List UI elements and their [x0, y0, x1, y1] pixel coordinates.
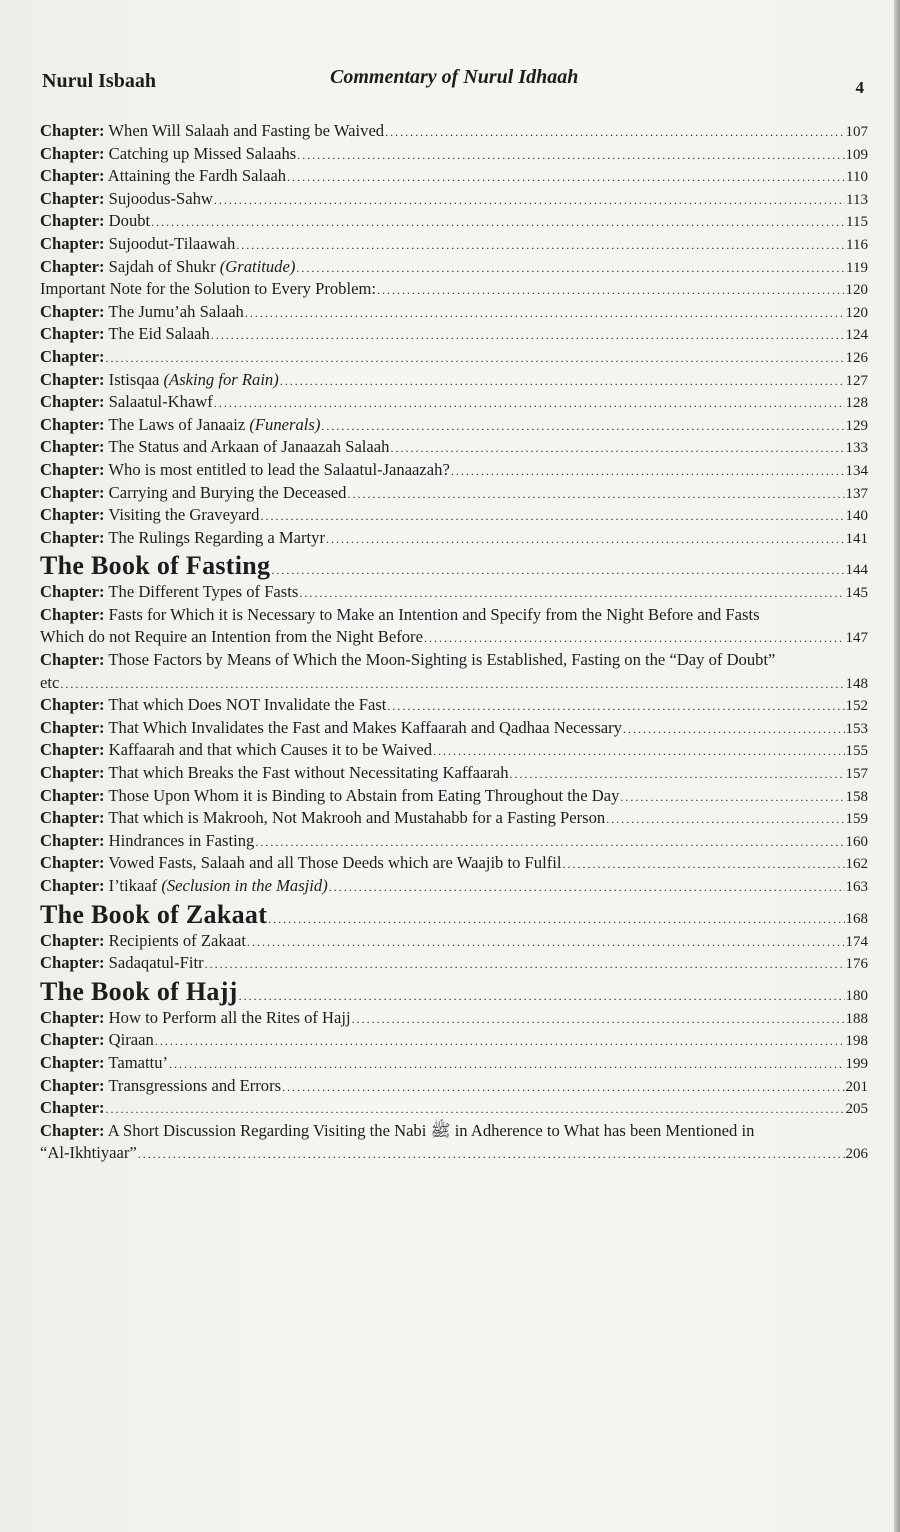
toc-entry-line [40, 604, 868, 627]
book-heading-entry [40, 549, 868, 581]
entry-text: The Book of Hajj [40, 976, 238, 1006]
entry-text: Vowed Fasts, Salaah and all Those Deeds which are Waajib to Fulfil [104, 853, 562, 873]
entry-title [40, 739, 432, 762]
chapter-prefix: Chapter: [40, 324, 105, 344]
dot-leader [106, 347, 845, 369]
chapter-prefix: Chapter: [40, 830, 105, 850]
dot-leader [390, 437, 844, 459]
dot-leader [352, 1008, 845, 1030]
dot-leader [155, 1030, 845, 1052]
toc-entry [40, 785, 868, 808]
chapter-prefix: Chapter: [40, 763, 105, 783]
book-title-text [40, 549, 270, 581]
entry-title [40, 233, 235, 256]
entry-page-number: 148 [845, 675, 868, 692]
entry-page-number: 116 [846, 236, 868, 253]
toc-entry [40, 391, 868, 414]
book-title: Nurul Isbaah [42, 70, 156, 92]
entry-page-number: 198 [845, 1033, 868, 1050]
chapter-prefix: Chapter: [40, 459, 105, 479]
entry-title [40, 672, 59, 695]
entry-text: The Book of Zakaat [40, 899, 268, 929]
page-number: 4 [855, 78, 864, 97]
entry-text: Recipients of Zakaat [104, 930, 246, 950]
entry-page-number: 124 [845, 327, 868, 344]
entry-text: That which Breaks the Fast without Necessitating Kaffaarah [104, 763, 509, 783]
entry-text: Carrying and Burying the Deceased [104, 482, 347, 502]
chapter-prefix: Chapter: [40, 808, 105, 828]
dot-leader [433, 740, 844, 762]
chapter-prefix: Chapter: [40, 121, 105, 140]
dot-leader [387, 695, 844, 717]
entry-page-number: 152 [845, 698, 868, 715]
entry-italic-note: (Funerals) [249, 414, 321, 434]
toc-entry [40, 414, 868, 437]
entry-page-number: 144 [845, 562, 868, 579]
dot-leader [299, 582, 844, 604]
entry-page-number: 115 [846, 214, 868, 231]
entry-page-number: 137 [845, 485, 868, 502]
toc-entry [40, 1142, 868, 1165]
chapter-prefix: Chapter: [40, 853, 105, 873]
dot-leader [510, 763, 845, 785]
chapter-prefix: Chapter: [40, 953, 105, 973]
entry-title [40, 626, 423, 649]
toc-entry [40, 581, 868, 604]
entry-page-number: 126 [845, 349, 868, 366]
entry-page-number: 147 [845, 630, 868, 647]
dot-leader [245, 302, 845, 324]
entry-page-number: 141 [845, 530, 868, 547]
entry-text: That which Does NOT Invalidate the Fast [104, 695, 387, 715]
entry-page-number: 134 [845, 462, 868, 479]
entry-page-number: 199 [845, 1055, 868, 1072]
entry-page-number: 163 [845, 879, 868, 895]
entry-text: Sadaqatul-Fitr [104, 953, 204, 973]
entry-title [40, 482, 346, 505]
entry-text: Sajdah of Shukr [104, 256, 220, 276]
book-heading-entry [40, 898, 868, 930]
dot-leader [255, 831, 844, 853]
table-of-contents [40, 120, 868, 1165]
toc-entry [40, 1075, 868, 1098]
entry-title [40, 459, 450, 482]
chapter-prefix: Chapter: [40, 392, 105, 412]
entry-title [40, 527, 325, 550]
entry-title [40, 504, 259, 527]
entry-title [40, 830, 254, 853]
toc-entry [40, 143, 868, 166]
toc-entry [40, 120, 868, 143]
dot-leader [282, 1076, 844, 1098]
toc-entry [40, 807, 868, 830]
entry-title [40, 785, 619, 808]
entry-page-number: 155 [845, 743, 868, 760]
entry-title [40, 1007, 351, 1030]
entry-page-number: 127 [845, 372, 868, 389]
toc-entry [40, 436, 868, 459]
entry-text: Important Note for the Solution to Every Problem: [40, 279, 376, 299]
chapter-prefix: Chapter: [40, 1030, 105, 1050]
entry-title [40, 694, 386, 717]
entry-title [40, 1097, 105, 1120]
entry-text: When Will Salaah and Fasting be Waived [104, 121, 385, 140]
entry-text: That which is Makrooh, Not Makrooh and Mustahabb for a Fasting Person [104, 808, 606, 828]
toc-entry [40, 482, 868, 505]
chapter-prefix: Chapter: [40, 437, 105, 457]
dot-leader [60, 673, 844, 695]
entry-title [40, 301, 244, 324]
chapter-prefix: Chapter: [40, 582, 105, 602]
toc-entry [40, 527, 868, 550]
dot-leader [214, 392, 845, 414]
toc-entry [40, 1007, 868, 1030]
dot-leader [247, 931, 845, 953]
dot-leader [377, 279, 845, 301]
toc-entry [40, 1052, 868, 1075]
entry-text: Those Upon Whom it is Binding to Abstain from Eating Throughout the Day [104, 785, 620, 805]
running-header [42, 66, 868, 96]
toc-entry [40, 504, 868, 527]
chapter-prefix: Chapter: [40, 256, 105, 276]
dot-leader [347, 483, 844, 505]
entry-page-number: 120 [845, 282, 868, 299]
dot-leader [106, 1098, 845, 1120]
toc-entry [40, 762, 868, 785]
chapter-prefix: Chapter: [40, 785, 105, 805]
entry-page-number: 145 [845, 585, 868, 602]
chapter-prefix: Chapter: [40, 1075, 105, 1095]
entry-title [40, 807, 605, 830]
dot-leader [321, 415, 844, 437]
entry-page-number: 107 [845, 124, 868, 140]
entry-title [40, 188, 213, 211]
toc-entry [40, 672, 868, 695]
entry-text: The Rulings Regarding a Martyr [104, 527, 325, 547]
chapter-title: A Short Discussion Regarding Visiting the Nabi ﷺ in Adherence to What has been Mentioned in [104, 1120, 755, 1140]
toc-entry [40, 952, 868, 975]
toc-entry-line [40, 649, 868, 672]
entry-page-number: 176 [845, 956, 868, 973]
chapter-prefix: Chapter: [40, 1098, 105, 1118]
toc-entry [40, 875, 868, 898]
entry-title [40, 930, 246, 953]
dot-leader [620, 786, 844, 808]
chapter-title: Fasts for Which it is Necessary to Make an Intention and Specify from the Night Before and Fasts [104, 604, 760, 624]
dot-leader [211, 324, 845, 346]
chapter-prefix: Chapter: [40, 233, 105, 253]
chapter-prefix: Chapter: [40, 166, 105, 186]
entry-page-number: 180 [845, 987, 868, 1004]
chapter-prefix: Chapter: [40, 188, 105, 208]
dot-leader [236, 234, 845, 256]
entry-page-number: 160 [845, 833, 868, 850]
chapter-prefix: Chapter: [40, 695, 105, 715]
chapter-prefix: Chapter: [40, 505, 105, 525]
entry-text: Hindrances in Fasting [104, 830, 255, 850]
entry-page-number: 157 [845, 766, 868, 783]
dot-leader [268, 902, 844, 930]
entry-text: Visiting the Graveyard [104, 505, 260, 525]
toc-entry [40, 323, 868, 346]
entry-title [40, 278, 376, 301]
entry-title [40, 143, 296, 166]
entry-title [40, 581, 298, 604]
toc-entry [40, 1097, 868, 1120]
entry-page-number: 133 [845, 440, 868, 457]
entry-page-number: 188 [845, 1010, 868, 1027]
entry-text: Sujoodut-Tilaawah [104, 233, 236, 253]
chapter-prefix: Chapter: [40, 527, 105, 547]
dot-leader [138, 1143, 845, 1165]
entry-page-number: 120 [845, 304, 868, 321]
entry-title [40, 414, 320, 437]
entry-title [40, 717, 622, 740]
toc-entry [40, 256, 868, 279]
entry-text: The Different Types of Fasts [104, 582, 299, 602]
entry-text: Kaffaarah and that which Causes it to be Waived [104, 740, 433, 760]
entry-title [40, 210, 150, 233]
entry-text: The Jumu’ah Salaah [104, 301, 244, 321]
chapter-title: Those Factors by Means of Which the Moon-Sighting is Established, Fasting on the “Day of Doubt” [104, 650, 776, 670]
entry-title [40, 165, 286, 188]
entry-page-number: 201 [845, 1078, 868, 1095]
chapter-prefix: Chapter: [40, 876, 105, 895]
dot-leader [385, 121, 844, 143]
entry-italic-note: (Gratitude) [219, 256, 296, 276]
book-title-text [40, 898, 267, 930]
chapter-prefix: Chapter: [40, 143, 105, 163]
entry-page-number: 159 [845, 811, 868, 828]
entry-page-number: 110 [846, 169, 868, 186]
entry-title [40, 436, 389, 459]
toc-entry [40, 694, 868, 717]
entry-page-number: 119 [846, 259, 868, 276]
toc-entry [40, 930, 868, 953]
entry-text: The Book of Fasting [40, 551, 271, 581]
dot-leader [271, 553, 844, 581]
entry-title [40, 875, 328, 898]
entry-text: Attaining the Fardh Salaah [104, 166, 287, 186]
chapter-prefix: Chapter: [40, 650, 105, 670]
toc-entry [40, 852, 868, 875]
chapter-prefix: Chapter: [40, 301, 105, 321]
page-edge [894, 0, 900, 1532]
entry-text: Who is most entitled to lead the Salaatul-Janaazah? [104, 459, 450, 479]
toc-entry [40, 369, 868, 392]
chapter-prefix: Chapter: [40, 1052, 105, 1072]
entry-page-number: 205 [845, 1101, 868, 1118]
dot-leader [214, 189, 845, 211]
book-heading-entry [40, 975, 868, 1007]
entry-text: etc [40, 672, 60, 692]
entry-text: I’tikaaf [104, 876, 162, 895]
entry-page-number: 153 [845, 720, 868, 737]
entry-page-number: 140 [845, 508, 868, 525]
toc-entry [40, 626, 868, 649]
chapter-prefix: Chapter: [40, 1007, 105, 1027]
dot-leader [205, 953, 845, 975]
entry-page-number: 162 [845, 856, 868, 873]
entry-text: “Al-Ikhtiyaar” [40, 1143, 137, 1163]
toc-entry [40, 739, 868, 762]
toc-entry [40, 830, 868, 853]
dot-leader [287, 166, 845, 188]
toc-entry [40, 210, 868, 233]
chapter-prefix: Chapter: [40, 604, 105, 624]
entry-title [40, 256, 295, 279]
entry-text: Salaatul-Khawf [104, 392, 213, 412]
entry-page-number: 168 [845, 910, 868, 927]
entry-text: Doubt [104, 211, 151, 231]
dot-leader [296, 257, 845, 279]
entry-text: Tamattu’ [104, 1052, 169, 1072]
entry-title [40, 1052, 168, 1075]
dot-leader [326, 528, 845, 550]
entry-title [40, 323, 210, 346]
entry-title [40, 391, 213, 414]
toc-entry [40, 233, 868, 256]
entry-text: The Eid Salaah [104, 324, 210, 344]
entry-page-number: 206 [845, 1146, 868, 1163]
toc-entry [40, 165, 868, 188]
toc-entry [40, 278, 868, 301]
chapter-prefix: Chapter: [40, 482, 105, 502]
entry-page-number: 113 [846, 191, 868, 208]
toc-entry-line [40, 1120, 868, 1143]
entry-text: Qiraan [104, 1030, 154, 1050]
entry-title [40, 346, 105, 369]
entry-text: Sujoodus-Sahw [104, 188, 213, 208]
dot-leader [451, 460, 845, 482]
entry-title [40, 952, 204, 975]
entry-text: That Which Invalidates the Fast and Makes Kaffaarah and Qadhaa Necessary [104, 717, 622, 737]
entry-title [40, 120, 384, 143]
toc-entry [40, 459, 868, 482]
entry-text: Which do not Require an Intention from the Night Before [40, 627, 423, 647]
toc-entry [40, 1029, 868, 1052]
dot-leader [151, 211, 845, 233]
entry-title [40, 1142, 137, 1165]
dot-leader [297, 144, 844, 166]
dot-leader [562, 853, 844, 875]
entry-text: Catching up Missed Salaahs [104, 143, 297, 163]
dot-leader [280, 370, 845, 392]
chapter-prefix: Chapter: [40, 717, 105, 737]
chapter-prefix: Chapter: [40, 346, 105, 366]
entry-page-number: 129 [845, 417, 868, 434]
dot-leader [424, 627, 845, 649]
dot-leader [169, 1053, 844, 1075]
chapter-prefix: Chapter: [40, 414, 105, 434]
dot-leader [239, 979, 845, 1007]
dot-leader [260, 505, 844, 527]
entry-text: The Laws of Janaaiz [104, 414, 250, 434]
chapter-prefix: Chapter: [40, 930, 105, 950]
entry-italic-note: (Seclusion in the Masjid) [161, 876, 328, 895]
entry-text: Istisqaa [104, 369, 164, 389]
entry-page-number: 128 [845, 395, 868, 412]
chapter-prefix: Chapter: [40, 1120, 105, 1140]
entry-page-number: 174 [845, 933, 868, 950]
chapter-prefix: Chapter: [40, 369, 105, 389]
dot-leader [329, 876, 845, 898]
entry-text: Transgressions and Errors [104, 1075, 282, 1095]
book-title-text [40, 975, 238, 1007]
running-title: Commentary of Nurul Idhaah [330, 66, 579, 88]
dot-leader [623, 718, 845, 740]
entry-title [40, 1075, 281, 1098]
toc-entry [40, 346, 868, 369]
entry-page-number: 158 [845, 788, 868, 805]
entry-title [40, 762, 509, 785]
chapter-prefix: Chapter: [40, 211, 105, 231]
entry-title [40, 369, 279, 392]
toc-entry [40, 188, 868, 211]
entry-page-number: 109 [845, 146, 868, 163]
entry-title [40, 1029, 154, 1052]
entry-text: The Status and Arkaan of Janaazah Salaah [104, 437, 390, 457]
dot-leader [606, 808, 844, 830]
entry-italic-note: (Asking for Rain) [163, 369, 279, 389]
entry-title [40, 852, 561, 875]
toc-entry [40, 717, 868, 740]
entry-text: How to Perform all the Rites of Hajj [104, 1007, 351, 1027]
toc-entry [40, 301, 868, 324]
chapter-prefix: Chapter: [40, 740, 105, 760]
